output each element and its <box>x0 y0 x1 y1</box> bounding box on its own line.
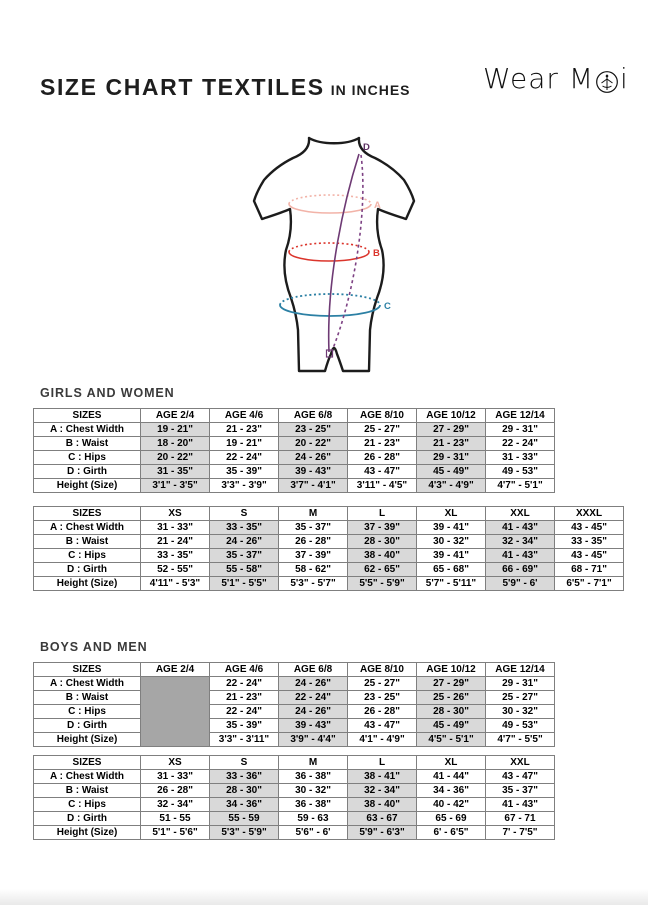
size-value-cell: 28 - 30" <box>348 535 417 549</box>
size-value-cell: 22 - 24" <box>210 677 279 691</box>
size-column-header: XL <box>417 756 486 770</box>
table-row <box>34 770 555 784</box>
size-value-cell: 4'7" - 5'5" <box>486 733 555 747</box>
table-row <box>34 549 624 563</box>
size-value-cell: 45 - 49" <box>417 719 486 733</box>
size-value-cell: 38 - 40" <box>348 549 417 563</box>
size-value-cell: 4'5" - 5'1" <box>417 733 486 747</box>
row-label-height: Height (Size) <box>34 479 141 493</box>
size-value-cell: 19 - 21" <box>141 423 210 437</box>
size-value-cell: 5'1" - 5'6" <box>141 826 210 840</box>
size-value-cell: 6' - 6'5" <box>417 826 486 840</box>
table-row <box>34 812 555 826</box>
size-value-cell: 38 - 41" <box>348 770 417 784</box>
size-column-header: AGE 4/6 <box>210 409 279 423</box>
size-column-header: M <box>279 756 348 770</box>
section-heading-girls-women: GIRLS AND WOMEN <box>40 386 175 400</box>
size-value-cell: 32 - 34" <box>348 784 417 798</box>
size-value-cell: 65 - 69 <box>417 812 486 826</box>
size-value-cell: 4'1" - 4'9" <box>348 733 417 747</box>
size-value-cell: 24 - 26" <box>210 535 279 549</box>
size-value-cell: 3'3" - 3'9" <box>210 479 279 493</box>
row-label-waist: B : Waist <box>34 784 141 798</box>
size-value-cell: 33 - 36" <box>210 770 279 784</box>
girls-women-age-table <box>33 408 555 493</box>
size-value-cell: 5'9" - 6' <box>486 577 555 591</box>
size-value-cell: 68 - 71" <box>555 563 624 577</box>
diagram-label-c: C <box>384 301 391 312</box>
size-column-header: XS <box>141 507 210 521</box>
size-value-cell: 3'7" - 4'1" <box>279 479 348 493</box>
table-row <box>34 826 555 840</box>
size-value-cell: 5'7" - 5'11" <box>417 577 486 591</box>
size-column-header: S <box>210 756 279 770</box>
size-value-cell: 43 - 45" <box>555 549 624 563</box>
size-value-cell: 35 - 39" <box>210 465 279 479</box>
table-row <box>34 733 555 747</box>
size-value-cell: 29 - 31" <box>486 423 555 437</box>
size-value-cell: 5'3" - 5'9" <box>210 826 279 840</box>
row-label-height: Height (Size) <box>34 577 141 591</box>
size-column-header: AGE 10/12 <box>417 663 486 677</box>
table-row <box>34 479 555 493</box>
waist-ellipse-dashed <box>289 243 369 252</box>
size-column-header: XS <box>141 756 210 770</box>
size-value-cell: 29 - 31" <box>486 677 555 691</box>
size-table <box>33 506 624 591</box>
size-value-cell: 36 - 38" <box>279 798 348 812</box>
diagram-label-d: D <box>363 142 370 153</box>
size-value-cell: 41 - 43" <box>486 521 555 535</box>
table-row <box>34 465 555 479</box>
size-value-cell: 27 - 29" <box>417 423 486 437</box>
size-column-header: AGE 6/8 <box>279 409 348 423</box>
girth-line-dashed <box>332 155 363 351</box>
size-value-cell: 5'9" - 6'3" <box>348 826 417 840</box>
size-value-cell: 35 - 37" <box>486 784 555 798</box>
size-value-cell: 3'9" - 4'4" <box>279 733 348 747</box>
size-value-cell: 33 - 35" <box>210 521 279 535</box>
size-value-cell: 62 - 65" <box>348 563 417 577</box>
size-value-cell: 21 - 23" <box>417 437 486 451</box>
torso-outline <box>254 138 414 371</box>
size-column-header: AGE 4/6 <box>210 663 279 677</box>
size-value-cell: 22 - 24" <box>210 705 279 719</box>
size-value-cell: 35 - 39" <box>210 719 279 733</box>
size-value-cell: 22 - 24" <box>486 437 555 451</box>
size-value-cell: 41 - 43" <box>486 798 555 812</box>
size-column-header: XXL <box>486 756 555 770</box>
size-value-cell: 23 - 25" <box>348 691 417 705</box>
size-value-cell: 4'3" - 4'9" <box>417 479 486 493</box>
size-value-cell: 34 - 36" <box>210 798 279 812</box>
boys-men-letter-size-table <box>33 755 555 840</box>
size-value-cell: 25 - 27" <box>348 677 417 691</box>
size-column-header: AGE 6/8 <box>279 663 348 677</box>
row-label-waist: B : Waist <box>34 437 141 451</box>
size-table <box>33 755 555 840</box>
logo-text-left: Wear M <box>483 62 594 95</box>
size-value-cell: 26 - 28" <box>279 535 348 549</box>
section-heading-boys-men: BOYS AND MEN <box>40 640 148 654</box>
size-value-cell: 59 - 63 <box>279 812 348 826</box>
size-value-cell: 31 - 33" <box>486 451 555 465</box>
size-value-cell: 26 - 28" <box>141 784 210 798</box>
size-value-cell: 40 - 42" <box>417 798 486 812</box>
size-value-cell: 58 - 62" <box>279 563 348 577</box>
row-label-girth: D : Girth <box>34 719 141 733</box>
size-value-cell: 26 - 28" <box>348 705 417 719</box>
size-value-cell: 35 - 37" <box>210 549 279 563</box>
size-value-cell: 19 - 21" <box>210 437 279 451</box>
size-value-cell: 43 - 47" <box>348 465 417 479</box>
size-value-cell: 67 - 71 <box>486 812 555 826</box>
size-table <box>33 408 555 493</box>
table-row <box>34 691 555 705</box>
size-value-cell: 37 - 39" <box>279 549 348 563</box>
size-value-cell: 29 - 31" <box>417 451 486 465</box>
size-column-header: AGE 8/10 <box>348 663 417 677</box>
table-row <box>34 719 555 733</box>
size-column-header: AGE 2/4 <box>141 663 210 677</box>
chest-ellipse-dashed <box>289 195 371 204</box>
wear-moi-logo <box>483 62 629 95</box>
size-column-header: XXL <box>486 507 555 521</box>
size-value-cell: 21 - 23" <box>210 423 279 437</box>
row-label-waist: B : Waist <box>34 691 141 705</box>
size-value-cell: 36 - 38" <box>279 770 348 784</box>
size-value-cell: 24 - 26" <box>279 677 348 691</box>
row-label-hips: C : Hips <box>34 549 141 563</box>
chest-ellipse-solid <box>289 204 371 213</box>
size-column-header: AGE 12/14 <box>486 409 555 423</box>
size-value-cell: 49 - 53" <box>486 465 555 479</box>
size-value-cell: 28 - 30" <box>417 705 486 719</box>
size-value-cell: 20 - 22" <box>279 437 348 451</box>
logo-text-right: i <box>620 62 629 95</box>
size-column-header: S <box>210 507 279 521</box>
size-value-cell: 43 - 45" <box>555 521 624 535</box>
size-value-cell: 25 - 26" <box>417 691 486 705</box>
size-value-cell: 32 - 34" <box>141 798 210 812</box>
table-row <box>34 521 624 535</box>
size-value-cell: 37 - 39" <box>348 521 417 535</box>
size-value-cell: 3'1" - 3'5" <box>141 479 210 493</box>
size-value-cell: 66 - 69" <box>486 563 555 577</box>
row-label-waist: B : Waist <box>34 535 141 549</box>
table-row <box>34 677 555 691</box>
page-title <box>40 74 411 101</box>
size-value-cell: 5'1" - 5'5" <box>210 577 279 591</box>
size-value-cell: 4'11" - 5'3" <box>141 577 210 591</box>
size-value-cell: 34 - 36" <box>417 784 486 798</box>
size-value-cell: 43 - 47" <box>486 770 555 784</box>
row-label-hips: C : Hips <box>34 705 141 719</box>
diagram-label-a: A <box>374 200 381 211</box>
size-value-cell: 55 - 59 <box>210 812 279 826</box>
size-value-cell: 39 - 41" <box>417 549 486 563</box>
title-text: SIZE CHART TEXTILES <box>40 74 325 100</box>
subtitle-text: IN INCHES <box>330 82 411 98</box>
row-label-girth: D : Girth <box>34 563 141 577</box>
size-value-cell: 45 - 49" <box>417 465 486 479</box>
size-value-cell: 20 - 22" <box>141 451 210 465</box>
size-value-cell: 41 - 43" <box>486 549 555 563</box>
row-label-height: Height (Size) <box>34 733 141 747</box>
table-row <box>34 784 555 798</box>
size-value-cell: 28 - 30" <box>210 784 279 798</box>
size-value-cell: 4'7" - 5'1" <box>486 479 555 493</box>
size-value-cell: 51 - 55 <box>141 812 210 826</box>
size-value-cell: 22 - 24" <box>210 451 279 465</box>
row-label-chest: A : Chest Width <box>34 521 141 535</box>
sizes-column-header: SIZES <box>34 507 141 521</box>
size-value-cell: 38 - 40" <box>348 798 417 812</box>
measurement-diagram <box>233 128 445 380</box>
size-column-header: L <box>348 756 417 770</box>
row-label-chest: A : Chest Width <box>34 770 141 784</box>
table-row <box>34 535 624 549</box>
size-value-cell: 31 - 33" <box>141 521 210 535</box>
size-table <box>33 662 555 747</box>
size-value-cell: 18 - 20" <box>141 437 210 451</box>
size-value-cell: 5'5" - 5'9" <box>348 577 417 591</box>
size-column-header: AGE 10/12 <box>417 409 486 423</box>
girls-women-letter-size-table <box>33 506 624 591</box>
size-column-header: XL <box>417 507 486 521</box>
table-row <box>34 423 555 437</box>
row-label-chest: A : Chest Width <box>34 677 141 691</box>
size-value-cell: 25 - 27" <box>348 423 417 437</box>
size-value-cell: 31 - 33" <box>141 770 210 784</box>
size-value-cell: 31 - 35" <box>141 465 210 479</box>
size-value-cell: 33 - 35" <box>141 549 210 563</box>
size-value-cell: 25 - 27" <box>486 691 555 705</box>
size-value-cell: 3'11" - 4'5" <box>348 479 417 493</box>
size-value-cell: 39 - 41" <box>417 521 486 535</box>
table-row <box>34 577 624 591</box>
table-row <box>34 437 555 451</box>
size-value-cell: 6'5" - 7'1" <box>555 577 624 591</box>
size-column-header: AGE 2/4 <box>141 409 210 423</box>
size-value-cell: 21 - 23" <box>210 691 279 705</box>
table-row <box>34 798 555 812</box>
size-column-header: L <box>348 507 417 521</box>
size-value-cell: 3'3" - 3'11" <box>210 733 279 747</box>
size-value-cell: 63 - 67 <box>348 812 417 826</box>
size-value-cell: 41 - 44" <box>417 770 486 784</box>
table-row <box>34 563 624 577</box>
row-label-hips: C : Hips <box>34 798 141 812</box>
size-value-cell: 35 - 37" <box>279 521 348 535</box>
size-value-cell: 23 - 25" <box>279 423 348 437</box>
size-value-cell: 55 - 58" <box>210 563 279 577</box>
diagram-label-b: B <box>373 248 380 259</box>
size-value-cell: 30 - 32" <box>417 535 486 549</box>
size-value-cell: 32 - 34" <box>486 535 555 549</box>
size-value-cell: 21 - 23" <box>348 437 417 451</box>
size-value-cell: 49 - 53" <box>486 719 555 733</box>
size-value-cell: 52 - 55" <box>141 563 210 577</box>
size-value-cell: 43 - 47" <box>348 719 417 733</box>
sizes-column-header: SIZES <box>34 756 141 770</box>
row-label-hips: C : Hips <box>34 451 141 465</box>
row-label-girth: D : Girth <box>34 812 141 826</box>
size-value-cell: 7' - 7'5" <box>486 826 555 840</box>
boys-men-age-table <box>33 662 555 747</box>
size-value-cell: 27 - 29" <box>417 677 486 691</box>
size-value-cell: 21 - 24" <box>141 535 210 549</box>
size-value-cell: 33 - 35" <box>555 535 624 549</box>
size-value-cell: 24 - 26" <box>279 451 348 465</box>
size-value-cell: 65 - 68" <box>417 563 486 577</box>
size-value-cell: 22 - 24" <box>279 691 348 705</box>
size-value-cell: 26 - 28" <box>348 451 417 465</box>
girth-line-solid <box>329 154 359 352</box>
empty-column-block <box>141 677 210 747</box>
size-value-cell: 24 - 26" <box>279 705 348 719</box>
size-value-cell: 5'3" - 5'7" <box>279 577 348 591</box>
row-label-chest: A : Chest Width <box>34 423 141 437</box>
size-value-cell: 5'6" - 6' <box>279 826 348 840</box>
size-column-header: XXXL <box>555 507 624 521</box>
table-row <box>34 705 555 719</box>
sizes-column-header: SIZES <box>34 409 141 423</box>
size-column-header: M <box>279 507 348 521</box>
size-column-header: AGE 8/10 <box>348 409 417 423</box>
row-label-girth: D : Girth <box>34 465 141 479</box>
size-value-cell: 30 - 32" <box>279 784 348 798</box>
size-column-header: AGE 12/14 <box>486 663 555 677</box>
table-row <box>34 451 555 465</box>
size-value-cell: 30 - 32" <box>486 705 555 719</box>
logo-dancer-circle-icon <box>595 70 619 94</box>
size-value-cell: 39 - 43" <box>279 465 348 479</box>
row-label-height: Height (Size) <box>34 826 141 840</box>
size-value-cell: 39 - 43" <box>279 719 348 733</box>
sizes-column-header: SIZES <box>34 663 141 677</box>
